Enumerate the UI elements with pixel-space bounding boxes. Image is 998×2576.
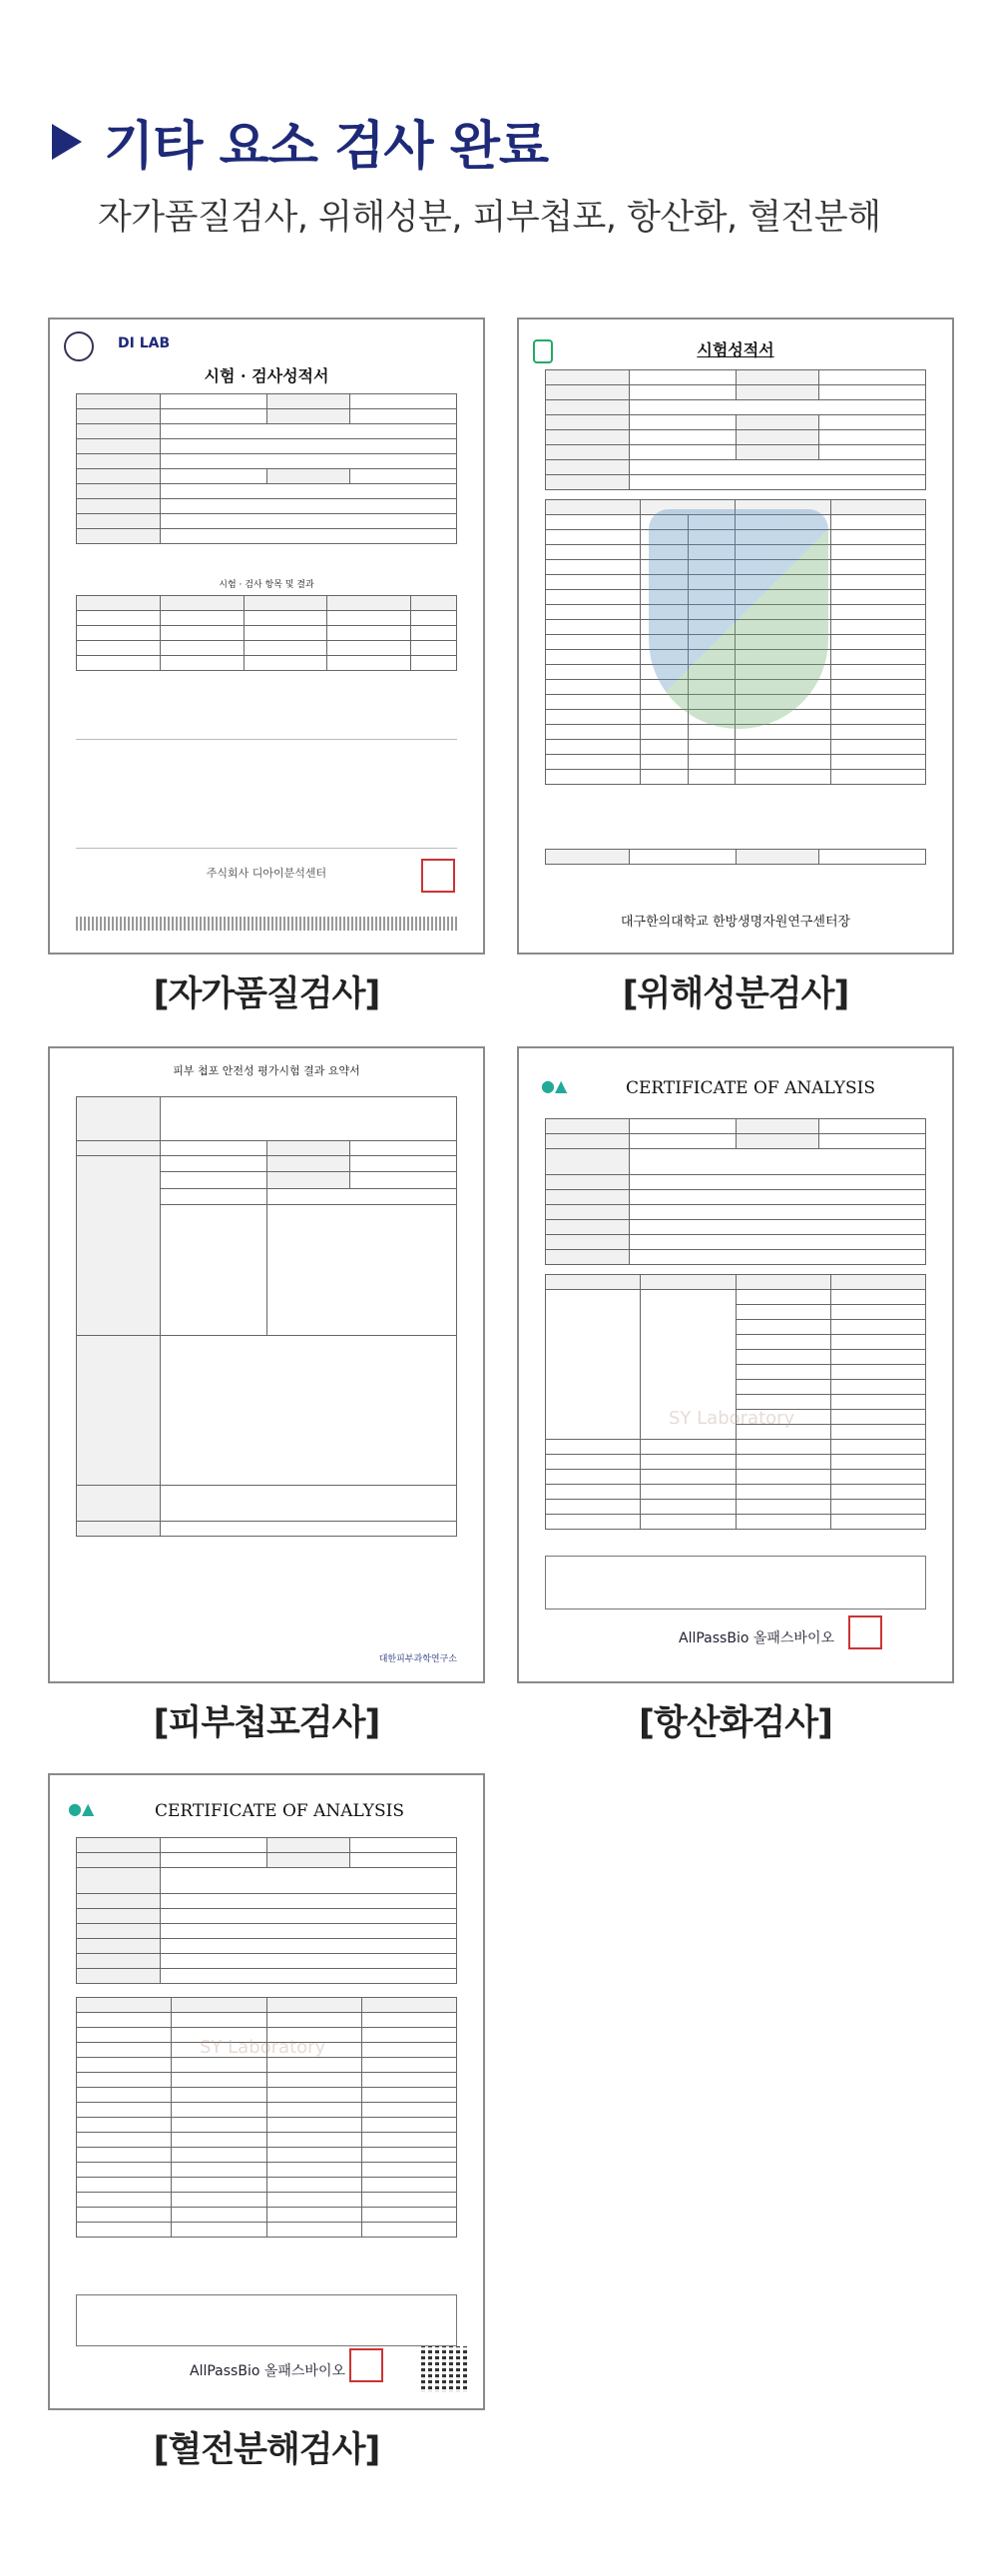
lab-watermark: SY Laboratory bbox=[669, 1408, 795, 1429]
issuer-name: 대구한의대학교 한방생명자원연구센터장 bbox=[620, 915, 851, 930]
triangle-bullet-icon bbox=[52, 124, 82, 160]
issuer-name: 주식회사 디아이분석센터 bbox=[206, 867, 327, 880]
shield-watermark-icon bbox=[649, 509, 828, 729]
result-table bbox=[76, 1997, 457, 2238]
header bbox=[52, 104, 950, 238]
lab-logo: DI LAB bbox=[118, 335, 171, 351]
info-table bbox=[76, 393, 457, 544]
signature-table bbox=[545, 849, 926, 865]
caption-harmful-ingredients: [위해성분검사] bbox=[622, 974, 849, 1014]
doc-title: 피부 첩포 안전성 평가시험 결과 요약서 bbox=[173, 1064, 360, 1077]
notes-area bbox=[76, 739, 457, 849]
certificate-thrombolysis bbox=[48, 1773, 485, 2410]
info-table bbox=[545, 369, 926, 490]
issuer-name: 대한피부과학연구소 bbox=[378, 1654, 457, 1664]
certificate-skin-patch bbox=[48, 1046, 485, 1683]
result-table bbox=[545, 1274, 926, 1530]
lab-watermark: SY Laboratory bbox=[200, 2037, 326, 2058]
info-table bbox=[545, 1118, 926, 1265]
official-seal bbox=[848, 1615, 882, 1649]
caption-skin-patch: [피부첩포검사] bbox=[153, 1703, 380, 1743]
official-seal bbox=[421, 859, 455, 893]
page-title: 기타 요소 검사 완료 bbox=[104, 117, 549, 177]
lab-logo-icon: ●▲ bbox=[68, 1799, 95, 1818]
doc-title: CERTIFICATE OF ANALYSIS bbox=[626, 1078, 875, 1098]
doc-title: 시험성적서 bbox=[697, 340, 774, 359]
qr-code-icon bbox=[421, 2346, 467, 2392]
caption-self-quality: [자가품질검사] bbox=[153, 974, 380, 1014]
section-title: 시험 · 검사 항목 및 결과 bbox=[219, 580, 314, 590]
caption-antioxidant: [항산화검사] bbox=[638, 1703, 833, 1743]
title-row bbox=[52, 104, 950, 179]
info-table bbox=[76, 1837, 457, 1984]
result-table bbox=[76, 595, 457, 671]
certificate-harmful-ingredients bbox=[517, 318, 954, 955]
doc-title: CERTIFICATE OF ANALYSIS bbox=[155, 1801, 404, 1821]
certificate-self-quality bbox=[48, 318, 485, 955]
issuer-logo: AllPassBio 올패스바이오 bbox=[679, 1630, 834, 1646]
doc-title: 시험 · 검사성적서 bbox=[204, 366, 329, 385]
summary-table bbox=[76, 1096, 457, 1537]
certificate-antioxidant bbox=[517, 1046, 954, 1683]
official-seal bbox=[349, 2348, 383, 2382]
lab-logo-icon: ●▲ bbox=[541, 1076, 568, 1095]
notes-box bbox=[76, 2294, 457, 2346]
caption-thrombolysis: [혈전분해검사] bbox=[153, 2430, 380, 2470]
page-subtitle: 자가품질검사, 위해성분, 피부첩포, 항산화, 혈전분해 bbox=[98, 198, 881, 238]
notes-box bbox=[545, 1556, 926, 1610]
barcode-strip bbox=[76, 917, 457, 931]
issuer-logo: AllPassBio 올패스바이오 bbox=[190, 2363, 345, 2379]
seal-icon bbox=[64, 331, 94, 361]
